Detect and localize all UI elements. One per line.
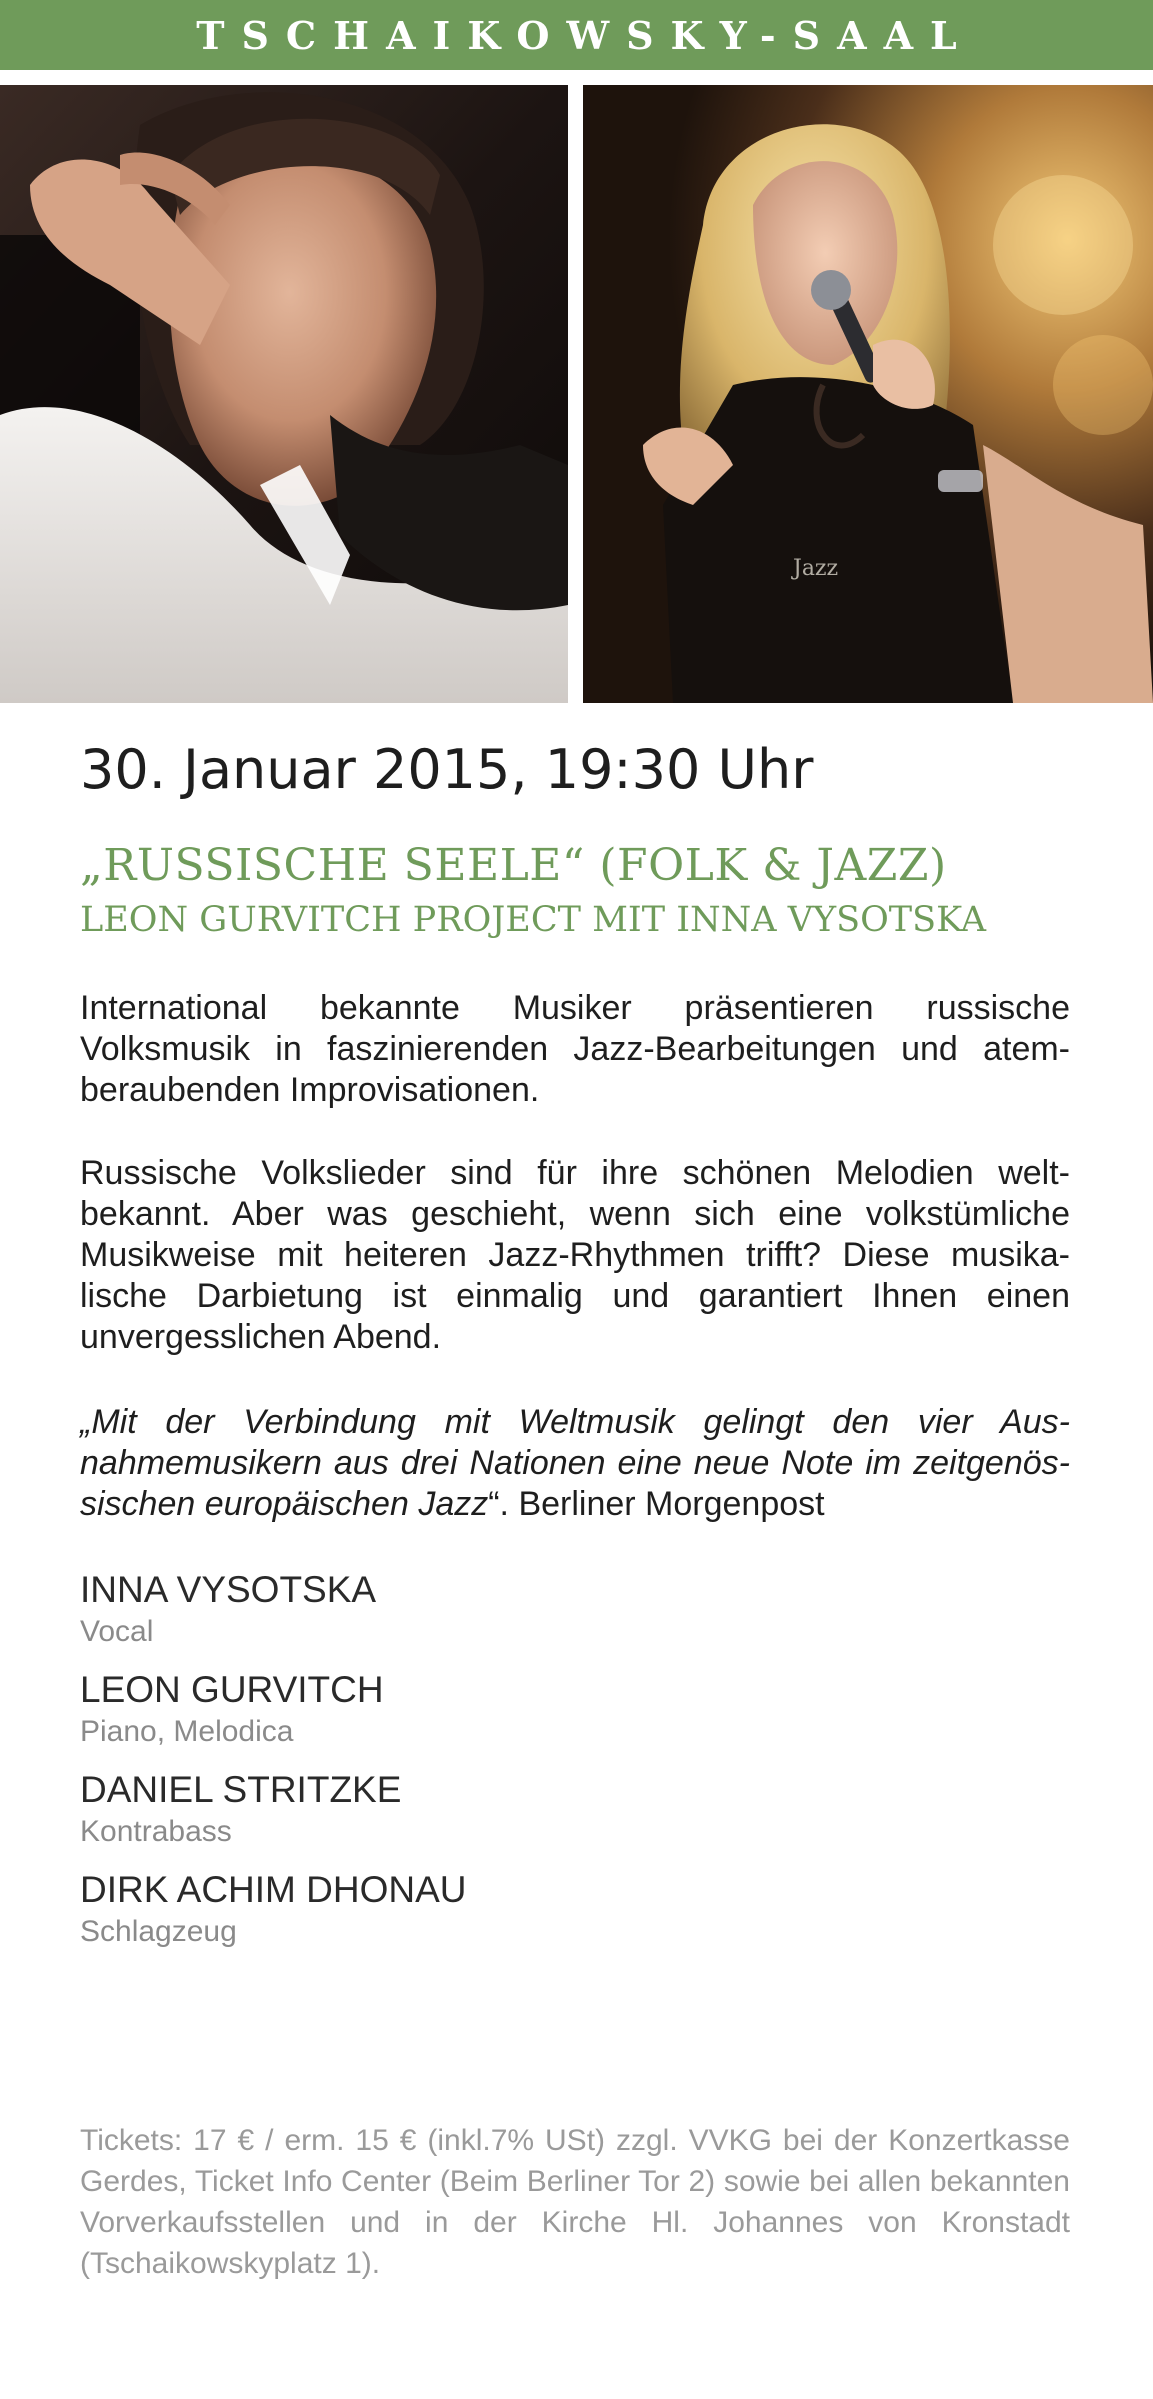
performer-role: Vocal	[80, 1615, 154, 1648]
venue-title: TSCHAIKOWSKY-SAAL	[196, 12, 974, 58]
performer-name: DANIEL STRITZKE	[80, 1769, 402, 1810]
performer-entry	[80, 1868, 466, 1952]
header-bar	[0, 0, 1153, 70]
event-date-time: 30. Januar 2015, 19:30 Uhr	[80, 738, 814, 801]
performer-name: INNA VYSOTSKA	[80, 1569, 377, 1610]
performer-role: Kontrabass	[80, 1815, 232, 1848]
description-paragraph-1: International bekannte Musiker präsentieren russische Volksmusik in faszinierenden Jazz-Bearbeitungen und atem-beraubenden Improvisationen.	[80, 989, 1070, 1109]
quote-text: „Mit der Verbindung mit Weltmusik gelingt den vier Aus-nahmemusikern aus drei Nationen eine neue Note im zeitgenös-sischen europäischen Jazz	[80, 1403, 1070, 1523]
quote-source: “. Berliner Morgenpost	[488, 1485, 825, 1523]
pianist-photo	[0, 85, 568, 703]
performer-role: Schlagzeug	[80, 1915, 237, 1948]
performer-name: LEON GURVITCH	[80, 1669, 384, 1710]
performer-entry	[80, 1668, 384, 1752]
svg-text:Jazz: Jazz	[793, 556, 839, 581]
press-quote	[80, 1402, 1070, 1525]
event-subtitle: LEON GURVITCH PROJECT MIT INNA VYSOTSKA	[80, 900, 987, 940]
singer-photo	[583, 85, 1153, 703]
performer-name: DIRK ACHIM DHONAU	[80, 1869, 467, 1910]
performer-entry	[80, 1568, 376, 1652]
ticket-info: Tickets: 17 € / erm. 15 € (inkl.7% USt) zzgl. VVKG bei der Konzertkasse Gerdes, Ticket Info Center (Beim Berliner Tor 2) sowie bei allen bekannten Vorverkaufsstellen und in der Kirche Hl. Johannes von Kronstadt (Tschaikowskyplatz 1).	[80, 2124, 1070, 2280]
performer-entry	[80, 1768, 401, 1852]
event-title: „RUSSISCHE SEELE“ (FOLK & JAZZ)	[80, 840, 947, 891]
description-paragraph-2: Russische Volkslieder sind für ihre schönen Melodien welt-bekannt. Aber was geschieht, wenn sich eine volkstümliche Musikweise mit heiteren Jazz-Rhythmen trifft? Diese musika-lische Darbietung ist einmalig und garantiert Ihnen einen unvergesslichen Abend.	[80, 1154, 1070, 1356]
performer-role: Piano, Melodica	[80, 1715, 294, 1748]
